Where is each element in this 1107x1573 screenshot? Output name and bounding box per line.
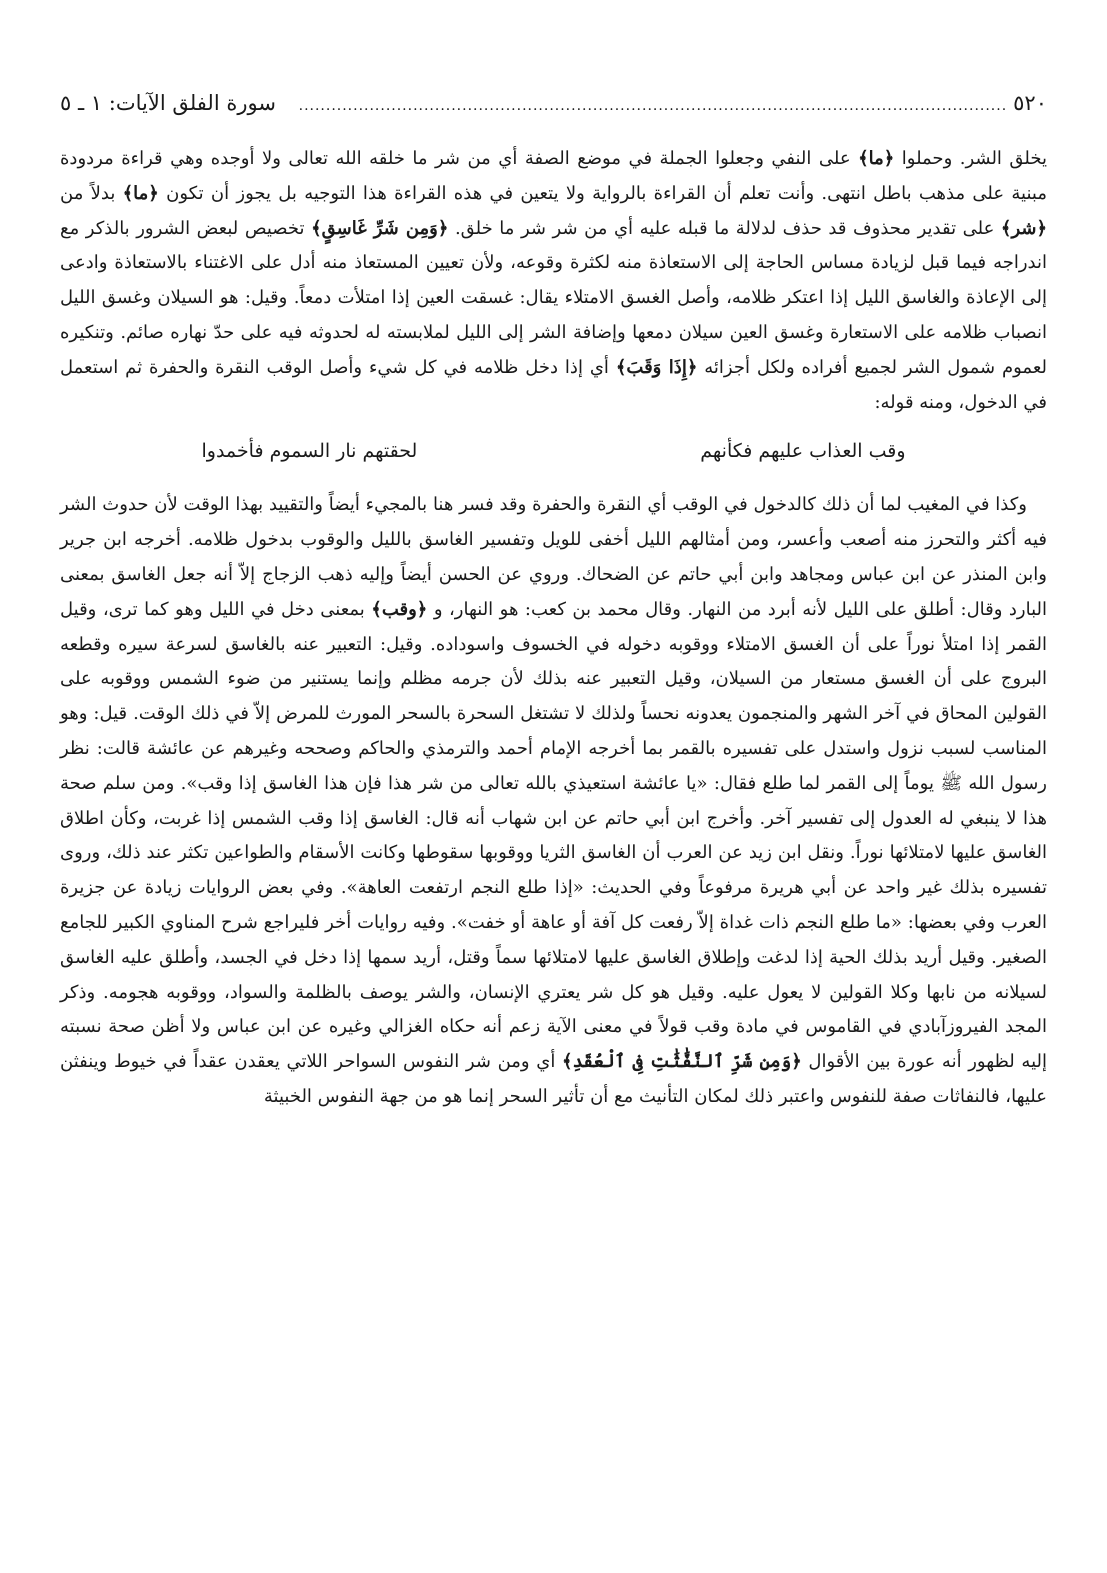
header-dot-leader: ..................................................................................................................................: [298, 98, 1008, 114]
text-run: بدلاً من: [60, 182, 123, 204]
text-run: بمعنى دخل في الليل وهو كما ترى، وقيل القمر إذا امتلأ نوراً على أن الغسق الامتلاء ووقوبه دخوله في الخسوف واسوداده. وقيل: التعبير عنه بالغاسق لسرعة سيره وقطعه البروج على أن الغسق مستعار من السيلان، وقيل التعبير عنه بذلك لأن جرمه مظلم وإنما يستنير من ضوء الشمس ووقوبه على القولين المحاق في آخر الشهر والمنجمون يعدونه نحساً ولذلك لا تشتغل السحرة بالسحر المورث للمرض إلاّ في ذلك الوقت. قيل: وهو المناسب لسبب نزول واستدل على تفسيره بالقمر بما أخرجه الإمام أحمد والترمذي والحاكم وصححه وغيرهم عن عائشة قالت: نظر رسول الله ﷺ يوماً إلى القمر لما طلع فقال: «يا عائشة استعيذي بالله تعالى من شر هذا فإن هذا الغاسق إذا وقب». ومن سلم صحة هذا لا ينبغي له العدول إلى تفسير آخر. وأخرج ابن أبي حاتم عن ابن شهاب أنه قال: الغاسق إذا وقب الشمس إذا غربت، وكأن اطلاق الغاسق عليها لامتلائها نوراً. ونقل ابن زيد عن العرب أن الغاسق الثريا ووقوبها سقوطها وكانت الأسقام والطواعين تكثر عند ذلك، وروى تفسيره بذلك غير واحد عن أبي هريرة مرفوعاً وفي الحديث: «إذا طلع النجم ارتفعت العاهة». وفي بعض الروايات زيادة عن جزيرة العرب وفي بعضها: «ما طلع النجم ذات غداة إلاّ رفعت كل آفة أو عاهة أو خفت». وفيه روايات أخر فليراجع شرح المناوي الكبير للجامع الصغير. وقيل أريد بذلك الحية إذا لدغت وإطلاق الغاسق عليها لامتلائها سماً وقتل، أريد سمها إذا دخل في الجسد، وأطلق عليه الغاسق لسيلانه من نابها وكلا القولين لا يعول عليه. وقيل هو كل شر يعتري الإنسان، والشر يوصف بالظلمة والسواد، ووقوبه هجومه. وذكر المجد الفيروزآبادي في القاموس في مادة وقب قولاً في معنى الآية زعم أنه حكاه الغزالي وغيره عن ابن عباس ولا أظن صحة نسبته إليه لظهور أنه عورة بين الأقوال: [60, 598, 1047, 1073]
header-title: سورة الفلق الآيات: ١ ـ ٥: [60, 91, 276, 115]
text-run: أي ومن شر النفوس السواحر اللاتي يعقدن عقداً في خيوط وينفثن عليها، فالنفاثات صفة للنفوس واعتبر ذلك لمكان التأنيث مع أن تأثير السحر إنما هو من جهة النفوس الخبيثة: [60, 1051, 1047, 1107]
paragraph-1: [60, 142, 1047, 420]
page-number: ٥٢٠: [1013, 91, 1047, 115]
verse-second-hemistich: لحقتهم نار السموم فأخمدوا: [201, 440, 418, 463]
quran-quote: ﴿ما﴾: [858, 148, 895, 169]
text-run: أي إذا دخل ظلامه في كل شيء وأصل الوقب النقرة والحفرة ثم استعمل في الدخول، ومنه قوله:: [60, 356, 1047, 413]
quran-quote: ﴿شر﴾: [1000, 217, 1047, 239]
quran-quote: ﴿إِذَا وَقَبَ﴾: [615, 356, 698, 378]
poetry-verse: [60, 434, 1047, 468]
text-run: على تقدير محذوف قد حذف لدلالة ما قبله عليه أي من شر شر ما خلق.: [448, 217, 1001, 239]
paragraph-2: [60, 488, 1047, 1114]
quran-quote: ﴿ما﴾: [122, 182, 159, 204]
quran-quote: ﴿وقب﴾: [371, 598, 428, 620]
text-run: يخلق الشر. وحملوا: [894, 148, 1047, 169]
quran-quote: ﴿وَمِن شَرِّ غَاسِقٍ﴾: [311, 217, 449, 239]
verse-first-hemistich: وقب العذاب عليهم فكأنهم: [700, 440, 906, 463]
text-run: تخصيص لبعض الشرور بالذكر مع اندراجه فيما قبل لزيادة مساس الحاجة إلى الاستعاذة منه لكثرة وقوعه، ولأن تعيين المستعاذ منه أدل على الاغتناء بالاستعاذة وادعى إلى الإعاذة والغاسق الليل إذا اعتكر ظلامه، وأصل الغسق الامتلاء يقال: غسقت العين إذا امتلأت دمعاً. وقيل: هو السيلان وغسق الليل انصباب ظلامه على الاستعارة وغسق العين سيلان دمعها وإضافة الشر إلى الليل لملابسته له لحدوثه فيه على حدّ نهاره صائم. وتنكيره لعموم شمول الشر لجميع أفراده ولكل أجزائه: [60, 217, 1047, 378]
text-run: وكذا في المغيب لما أن ذلك كالدخول في الوقب أي النقرة والحفرة وقد فسر هنا بالمجيء أيضاً والتقييد بهذا الوقت لأن حدوث الشر فيه أكثر والتحرز منه أصعب وأعسر، ومن أمثالهم الليل أخفى للويل وتفسير الغاسق بالليل والوقوب بدخول ظلامه. أخرجه ابن جرير وابن المنذر عن ابن عباس ومجاهد وابن أبي حاتم عن الضحاك. وروي عن الحسن أيضاً وإليه ذهب الزجاج إلاّ أنه جعل الغاسق بمعنى البارد وقال: أطلق على الليل لأنه أبرد من النهار. وقال محمد بن كعب: هو النهار، و: [60, 494, 1048, 620]
text-run: على النفي وجعلوا الجملة في موضع الصفة أي من شر ما خلقه الله تعالى ولا أوجده وهي قراءة مردودة مبنية على مذهب باطل انتهى. وأنت تعلم أن القراءة بالرواية ولا يتعين في هذه القراءة هذا التوجيه بل يجوز أن تكون: [60, 148, 1047, 204]
running-header: [60, 88, 1047, 118]
quran-quote: ﴿وَمِن شَرِّ ٱلنَّفَّٰثَٰتِ فِى ٱلْعُقَدِ﴾: [562, 1051, 802, 1073]
page-body: [60, 142, 1047, 1115]
